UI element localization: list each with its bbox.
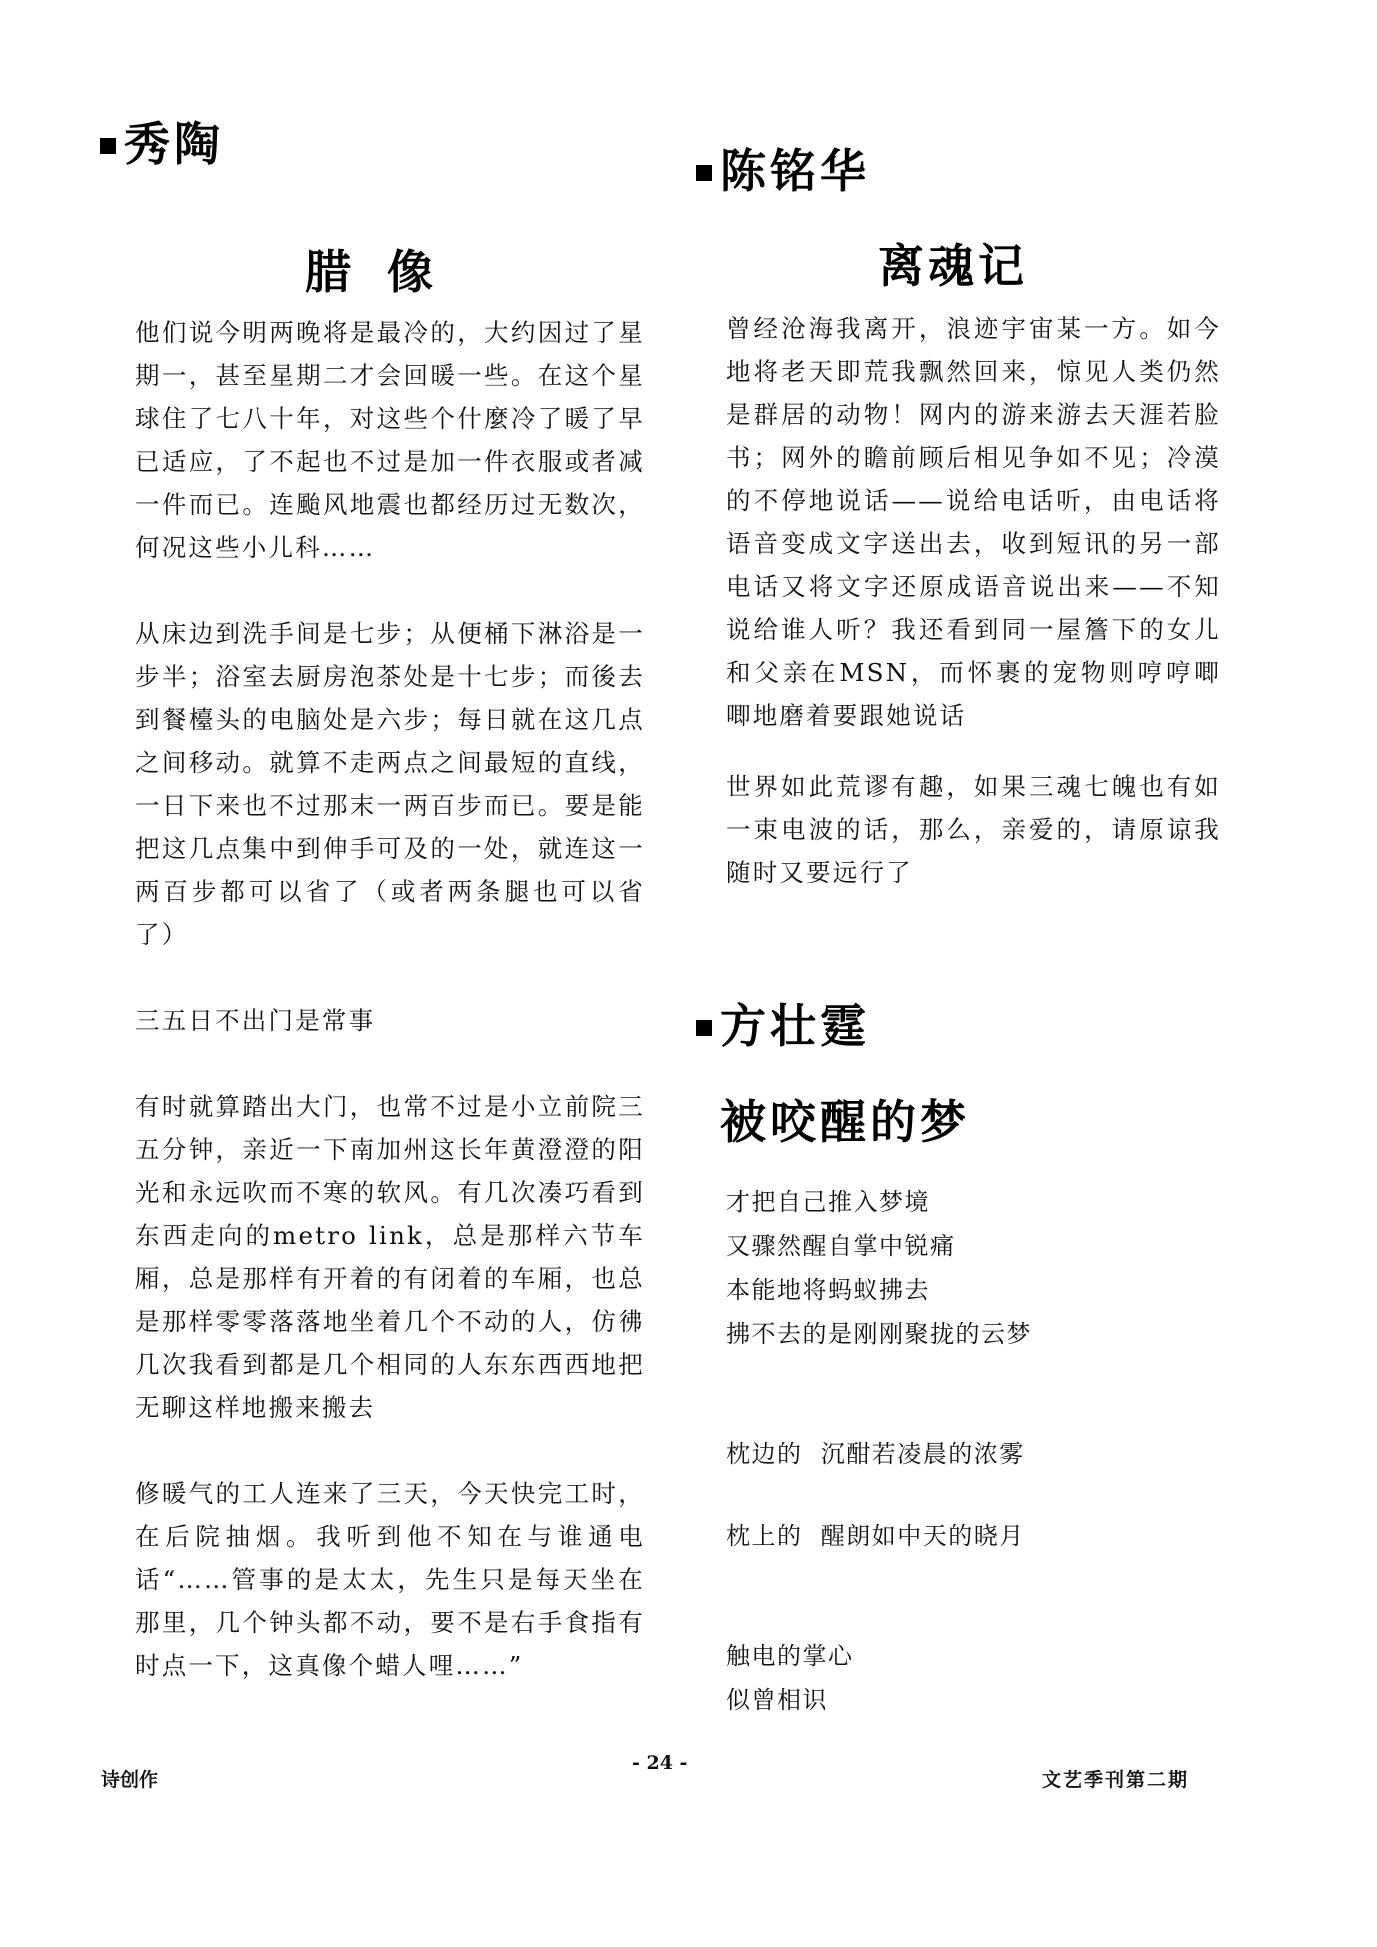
right-top-paragraph-1: 曾经沧海我离开，浪迹宇宙某一方。如今地将老天即荒我飘然回来，惊见人类仍然是群居的动物！网内的游来游去天涯若脸书；网外的瞻前顾后相见争如不见；冷漠的不停地说话——说给电话听，由电话将语音变成文字送出去，收到短讯的另一部电话又将文字还原成语音说出来——不知说给谁人听？我还看到同一屋簷下的女儿和父亲在MSN，而怀裹的宠物则哼哼唧唧地磨着要跟她说话: [726, 314, 1221, 730]
poem-line: 拂不去的是刚刚聚拢的云梦: [726, 1320, 1032, 1348]
poem-line: 枕上的 醒朗如中天的晓月: [726, 1522, 1025, 1550]
left-paragraph-3: 三五日不出门是常事: [135, 1006, 376, 1035]
right-top-title: 离魂记: [878, 239, 1028, 293]
left-author: [100, 108, 224, 174]
poem-line: 枕边的 沉酣若凌晨的浓雾: [726, 1440, 1025, 1468]
footer-publication: 文艺季刊第二期: [1042, 1769, 1190, 1791]
left-paragraph-5: 修暖气的工人连来了三天，今天快完工时，在后院抽烟。我听到他不知在与谁通电话“……管事的是太太，先生只是每天坐在那里，几个钟头都不动，要不是右手食指有时点一下，这真像个蜡人哩……”: [135, 1479, 645, 1680]
poem-line: 触电的掌心: [726, 1642, 854, 1670]
left-title: 腊 像: [305, 245, 444, 299]
right-top-paragraph-2: 世界如此荒谬有趣，如果三魂七魄也有如一束电波的话，那么，亲爱的，请原谅我随时又要远行了: [726, 772, 1221, 887]
poem-stanza-2: [726, 1394, 1206, 1596]
page-number: - 24 -: [632, 1752, 688, 1774]
poem-line: 似曾相识: [726, 1686, 828, 1714]
left-author-name: 秀陶: [124, 117, 224, 171]
right-bottom-title: 被咬醒的梦: [720, 1095, 970, 1149]
poem-line: 又骤然醒自掌中锐痛: [726, 1232, 956, 1260]
poem-stanza-1: [726, 1180, 1206, 1356]
right-bottom-author: [696, 990, 870, 1056]
poem-line: 本能地将蚂蚁拂去: [726, 1276, 930, 1304]
poem-line: 才把自己推入梦境: [726, 1188, 930, 1216]
right-top-author-name: 陈铭华: [720, 144, 870, 198]
square-bullet-icon: [100, 138, 116, 154]
left-paragraph-2: 从床边到洗手间是七步；从便桶下淋浴是一步半；浴室去厨房泡茶处是十七步；而後去到餐檯头的电脑处是六步；每日就在这几点之间移动。就算不走两点之间最短的直线，一日下来也不过那末一两百步而已。要是能把这几点集中到伸手可及的一处，就连这一两百步都可以省了（或者两条腿也可以省了）: [135, 619, 645, 949]
right-top-author: [696, 135, 870, 201]
square-bullet-icon: [696, 1020, 712, 1036]
right-bottom-poem: [726, 1180, 1206, 1722]
left-paragraph-1: 他们说今明两晚将是最冷的，大约因过了星期一，甚至星期二才会回暖一些。在这个星球住了七八十年，对这些个什麼冷了暖了早已适应，了不起也不过是加一件衣服或者减一件而已。连颱风地震也都经历过无数次，何况这些小儿科……: [135, 318, 645, 562]
right-top-body: [726, 307, 1221, 894]
left-body: [135, 311, 645, 1687]
poem-stanza-3: [726, 1634, 1206, 1722]
right-bottom-author-name: 方壮霆: [720, 999, 870, 1053]
square-bullet-icon: [696, 165, 712, 181]
footer-section-label: 诗创作: [101, 1769, 159, 1791]
left-paragraph-4: 有时就算踏出大门，也常不过是小立前院三五分钟，亲近一下南加州这长年黄澄澄的阳光和永远吹而不寒的软风。有几次凑巧看到东西走向的metro link，总是那样六节车厢，总是那样有开着的有闭着的车厢，也总是那样零零落落地坐着几个不动的人，仿彿几次我看到都是几个相同的人东东西西地把无聊这样地搬来搬去: [135, 1092, 645, 1422]
